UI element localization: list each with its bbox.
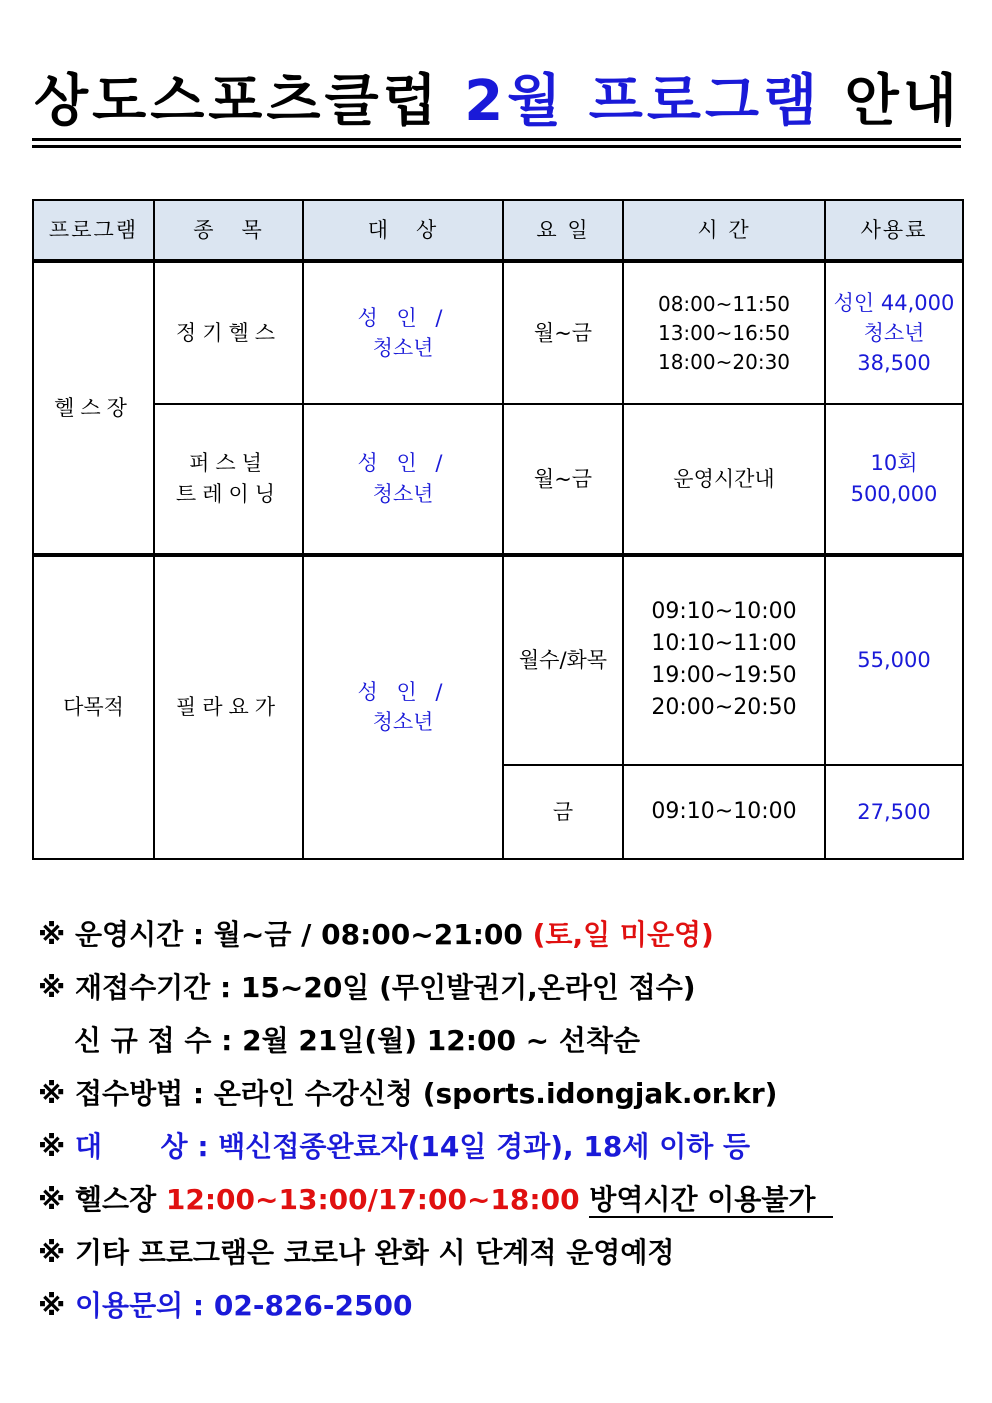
time-slot: 18:00~20:30 bbox=[657, 349, 791, 374]
item-pilates-yoga: 필라요가 bbox=[154, 555, 303, 860]
time-cell: 운영시간내 bbox=[623, 404, 825, 554]
time-slot: 08:00~11:50 bbox=[657, 291, 791, 316]
days-cell: 금 bbox=[503, 765, 623, 859]
note-new-registration bbox=[74, 1021, 640, 1061]
fee-sessions: 10회 bbox=[870, 451, 918, 476]
note-text: 재접수기간 : 15~20일 (무인발권기,온라인 접수) bbox=[74, 971, 696, 1004]
note-text: 신 규 접 수 : 2월 21일(월) 12:00 ~ 선착순 bbox=[74, 1024, 641, 1057]
item-line: 트레이닝 bbox=[175, 481, 282, 506]
target-youth: 청소년 bbox=[372, 710, 434, 735]
target-cell bbox=[303, 404, 503, 554]
program-multi: 다목적 bbox=[33, 555, 154, 860]
note-mark: ※ bbox=[38, 1077, 66, 1110]
note-phone: 이용문의 : 02-826-2500 bbox=[74, 1289, 413, 1322]
header-time: 시 간 bbox=[623, 200, 825, 261]
note-re-registration bbox=[38, 968, 696, 1008]
days-cell: 월~금 bbox=[503, 261, 623, 404]
fee-value: 500,000 bbox=[850, 481, 938, 506]
header-days: 요 일 bbox=[503, 200, 623, 261]
header-target: 대 상 bbox=[303, 200, 503, 261]
note-gym-quarantine bbox=[38, 1180, 833, 1220]
time-slot: 13:00~16:50 bbox=[657, 320, 791, 345]
target-adult: 성 인 / bbox=[357, 679, 449, 704]
target-adult: 성 인 / bbox=[357, 451, 449, 476]
table-row bbox=[33, 261, 963, 404]
fee-cell: 55,000 bbox=[825, 555, 963, 765]
time-slot: 20:00~20:50 bbox=[651, 695, 797, 721]
title-underline-bottom bbox=[32, 145, 961, 148]
note-mark: ※ bbox=[38, 1236, 66, 1269]
note-text: 접수방법 : 온라인 수강신청 (sports.idongjak.or.kr) bbox=[74, 1077, 778, 1110]
note-mark: ※ bbox=[38, 1289, 66, 1322]
page-title bbox=[34, 62, 960, 142]
fee-youth-value: 38,500 bbox=[857, 351, 931, 376]
item-regular-health: 정기헬스 bbox=[154, 261, 303, 404]
fee-cell bbox=[825, 261, 963, 404]
table-row bbox=[33, 555, 963, 765]
time-cell: 09:10~10:00 bbox=[623, 765, 825, 859]
program-health: 헬스장 bbox=[33, 261, 154, 554]
note-inquiry bbox=[38, 1286, 412, 1326]
note-registration-method bbox=[38, 1074, 777, 1114]
table-row bbox=[33, 404, 963, 554]
days-cell: 월~금 bbox=[503, 404, 623, 554]
note-text: 대 상 : 백신접종완료자(14일 경과), 18세 이하 등 bbox=[74, 1130, 751, 1163]
title-guide: 안내 bbox=[844, 69, 961, 134]
note-mark: ※ bbox=[38, 918, 66, 951]
note-mark: ※ bbox=[38, 1130, 66, 1163]
note-text: 기타 프로그램은 코로나 완화 시 단계적 운영예정 bbox=[74, 1236, 675, 1269]
time-slot: 19:00~19:50 bbox=[651, 663, 797, 689]
header-item: 종 목 bbox=[154, 200, 303, 261]
note-operating-hours bbox=[38, 915, 714, 955]
target-cell bbox=[303, 261, 503, 404]
note-eligibility bbox=[38, 1127, 750, 1167]
time-cell bbox=[623, 261, 825, 404]
header-fee: 사용료 bbox=[825, 200, 963, 261]
time-cell bbox=[623, 555, 825, 765]
note-mark: ※ bbox=[38, 1183, 66, 1216]
target-adult: 성 인 / bbox=[357, 305, 449, 330]
note-text: 운영시간 : 월~금 / 08:00~21:00 bbox=[74, 918, 523, 951]
note-mark: ※ bbox=[38, 971, 66, 1004]
fee-youth-label: 청소년 bbox=[863, 320, 925, 345]
target-youth: 청소년 bbox=[372, 481, 434, 506]
note-text: 헬스장 bbox=[74, 1183, 157, 1216]
note-closed-days: (토,일 미운영) bbox=[532, 918, 714, 951]
note-unavailable: 방역시간 이용불가 bbox=[589, 1183, 833, 1218]
fee-cell bbox=[825, 404, 963, 554]
item-line: 퍼스널 bbox=[189, 451, 268, 476]
program-table bbox=[32, 199, 964, 860]
target-cell bbox=[303, 555, 503, 860]
title-club-name: 상도스포츠클럽 bbox=[34, 69, 441, 134]
time-slot: 10:10~11:00 bbox=[651, 631, 797, 657]
title-month-program: 2월 프로그램 bbox=[464, 69, 822, 134]
table-header-row bbox=[33, 200, 963, 261]
target-youth: 청소년 bbox=[372, 336, 434, 361]
note-other-programs bbox=[38, 1233, 674, 1273]
note-quarantine-times: 12:00~13:00/17:00~18:00 bbox=[165, 1183, 580, 1216]
item-personal-training bbox=[154, 404, 303, 554]
fee-cell: 27,500 bbox=[825, 765, 963, 859]
fee-adult: 성인 44,000 bbox=[833, 290, 955, 315]
title-underline-top bbox=[32, 138, 961, 141]
header-program: 프로그램 bbox=[33, 200, 154, 261]
days-cell: 월수/화목 bbox=[503, 555, 623, 765]
time-slot: 09:10~10:00 bbox=[651, 599, 797, 625]
